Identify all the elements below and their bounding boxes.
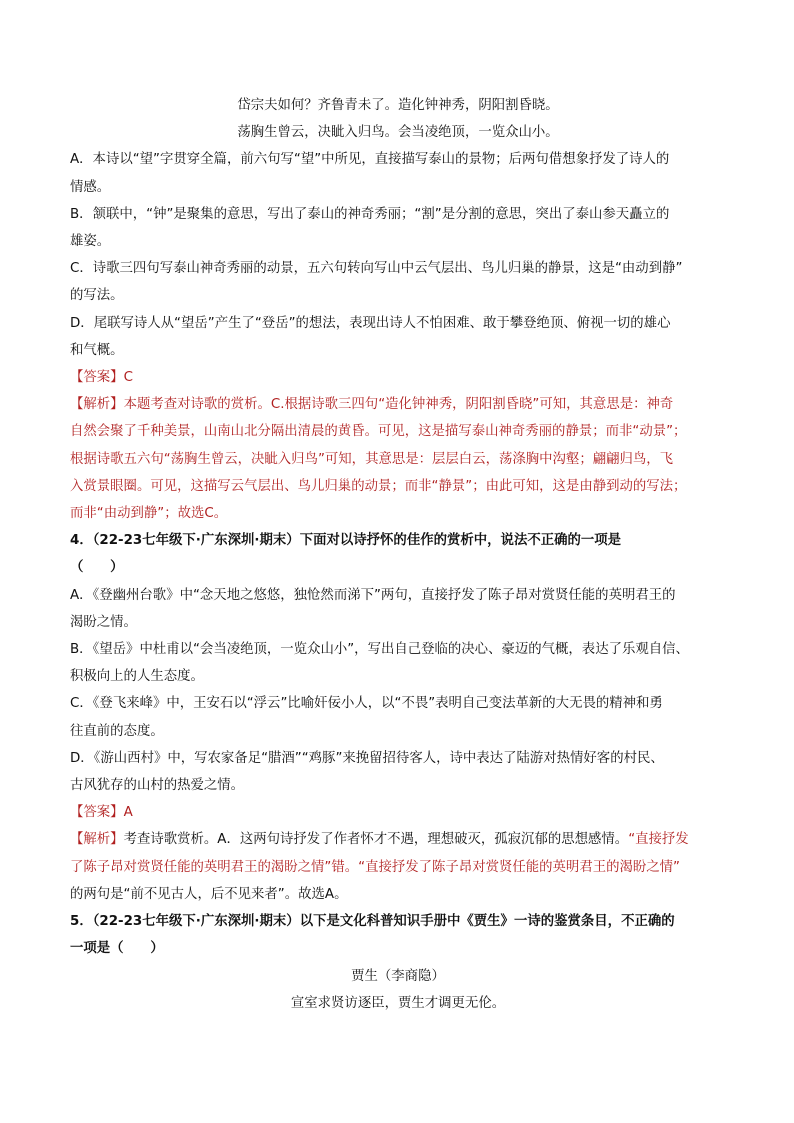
- question-title: 5．（22-23七年级下·广东深圳·期末）以下是文化科普知识手册中《贾生》一诗的鉴赏条目，不正确的: [70, 914, 675, 930]
- poem-title: 贾生（李商隐）: [351, 968, 445, 984]
- option-b-cont: 雄姿。: [70, 234, 111, 250]
- option-c: C．诗歌三四句写泰山神奇秀丽的动景，五六句转向写山中云气层出、鸟儿归巢的静景，这是“由动到静”: [70, 261, 683, 277]
- option-d: D．《游山西村》中，写农家备足“腊酒”“鸡豚”来挽留招待客人，诗中表达了陆游对热情好客的村民、: [70, 750, 664, 766]
- option-d-cont: 古风犹存的山村的热爱之情。: [70, 778, 245, 794]
- analysis-text: 考查诗歌赏析。A．这两句诗抒发了作者怀才不遇，理想破灭，孤寂沉郁的思想感情。: [123, 832, 629, 848]
- answer-label: 【答案】: [70, 370, 124, 386]
- answer-label: 【答案】: [70, 805, 124, 821]
- answer-value: A: [123, 805, 133, 821]
- analysis-line: [70, 854, 726, 881]
- analysis-text: 自然会聚了千种美景，山南山北分隔出清晨的黄昏。可见，这是描写泰山神奇秀丽的静景；而非“动景”；: [70, 424, 687, 440]
- answer-line: [70, 799, 726, 826]
- option-b: B．颔联中，“钟”是聚集的意思，写出了泰山的神奇秀丽；“割”是分割的意思，突出了泰山参天矗立的: [70, 206, 670, 222]
- option-c-cont: 往直前的态度。: [70, 723, 164, 739]
- analysis-text: 的两句是“前不见古人，后不见来者”。故选A。: [70, 886, 348, 902]
- option-a: A．《登幽州台歌》中“念天地之悠悠，独怆然而涕下”两句，直接抒发了陈子昂对赏贤任能的英明君王的: [70, 587, 676, 603]
- analysis-line: [70, 826, 726, 853]
- analysis-text: 而非“由动到静”；故选C。: [70, 506, 228, 522]
- option-a: A．本诗以“望”字贯穿全篇，前六句写“望”中所见，直接描写泰山的景物；后两句借想象抒发了诗人的: [70, 152, 670, 168]
- question-title-cont: （ ）: [70, 560, 124, 576]
- poem-line: 岱宗夫如何？齐鲁青未了。造化钟神秀，阴阳割昏晓。: [237, 98, 559, 113]
- option-b: B．《望岳》中杜甫以“会当凌绝顶，一览众山小”，写出自己登临的决心、豪迈的气概，表达了乐观自信、: [70, 642, 689, 658]
- analysis-text: 入赏景眼圈。可见，这描写云气层出、鸟儿归巢的动景；而非“静景”；由此可知，这是由静到动的写法；: [70, 478, 687, 494]
- analysis-line: [70, 391, 726, 418]
- option-b-cont: 积极向上的人生态度。: [70, 669, 204, 685]
- question-title: 4．（22-23七年级下·广东深圳·期末）下面对以诗抒怀的佳作的赏析中，说法不正确的一项是: [70, 533, 622, 549]
- option-c: C．《登飞来峰》中，王安石以“浮云”比喻奸佞小人，以“不畏”表明自己变法革新的大无畏的精神和勇: [70, 696, 663, 712]
- document-content: [70, 92, 726, 1017]
- analysis-quote: 了陈子昂对赏贤任能的英明君王的渴盼之情”错。: [70, 859, 359, 875]
- poem-line: 宣室求贤访逐臣，贾生才调更无伦。: [290, 995, 506, 1011]
- option-d: D．尾联写诗人从“望岳”产生了“登岳”的想法，表现出诗人不怕困难、敢于攀登绝顶、俯视一切的雄心: [70, 315, 671, 331]
- analysis-label: 【解析】: [70, 832, 124, 848]
- option-a-cont: 情感。: [70, 179, 111, 195]
- option-d-cont: 和气概。: [70, 342, 124, 358]
- analysis-quote: “直接抒发: [628, 832, 689, 848]
- analysis-text: 本题考查对诗歌的赏析。C.根据诗歌三四句“造化钟神秀，阴阳割昏晓”可知，其意思是：神奇: [123, 397, 674, 413]
- poem-line: 荡胸生曾云，决眦入归鸟。会当凌绝顶，一览众山小。: [237, 125, 559, 141]
- option-a-cont: 渴盼之情。: [70, 614, 137, 630]
- answer-line: [70, 364, 726, 391]
- answer-value: C: [123, 370, 133, 386]
- analysis-quote: “直接抒发了陈子昂对赏贤任能的英明君王的渴盼之情”: [358, 859, 680, 875]
- question-title-cont: 一项是（ ）: [70, 941, 164, 957]
- option-c-cont: 的写法。: [70, 288, 124, 304]
- analysis-label: 【解析】: [70, 397, 124, 413]
- analysis-text: 根据诗歌五六句“荡胸生曾云，决眦入归鸟”可知，其意思是：层层白云，荡涤胸中沟壑；翩翩归鸟，飞: [70, 451, 674, 467]
